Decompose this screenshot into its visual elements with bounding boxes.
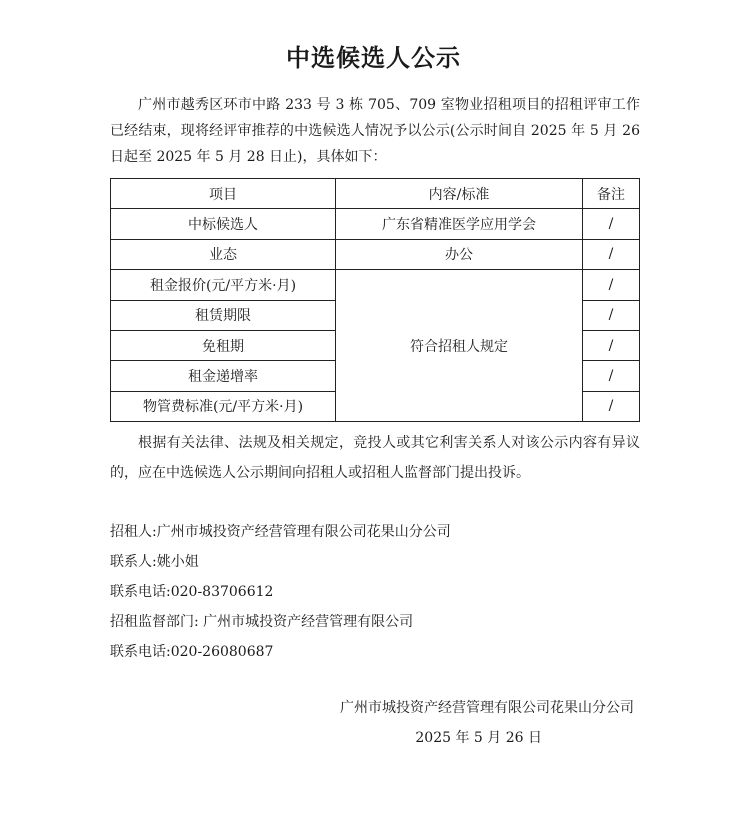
row-item: 租金递增率 xyxy=(111,361,336,391)
complaint-paragraph: 根据有关法律、法规及相关规定，竞投人或其它利害关系人对该公示内容有异议的，应在中选候选人公示期间向招租人或招租人监督部门提出投诉。 xyxy=(110,435,640,481)
page-title: 中选候选人公示 xyxy=(286,44,461,72)
header-note: 备注 xyxy=(583,179,640,209)
row-content: 办公 xyxy=(336,239,583,269)
row-note: / xyxy=(583,270,640,300)
signature: 广州市城投资产经营管理有限公司花果山分公司 xyxy=(340,700,634,716)
table-header-row xyxy=(111,179,640,209)
merged-content-cell: 符合招租人规定 xyxy=(336,270,583,422)
row-item: 免租期 xyxy=(111,330,336,360)
table-row xyxy=(111,239,640,269)
supervisor-phone-line: 联系电话:020-26080687 xyxy=(110,644,274,660)
row-content: 广东省精准医学应用学会 xyxy=(336,209,583,239)
row-note: / xyxy=(583,300,640,330)
row-item: 业态 xyxy=(111,239,336,269)
supervisor-line: 招租监督部门: 广州市城投资产经营管理有限公司 xyxy=(110,614,414,630)
header-item: 项目 xyxy=(111,179,336,209)
contact-person-line: 联系人:姚小姐 xyxy=(110,554,199,570)
table-row xyxy=(111,270,640,300)
header-content: 内容/标准 xyxy=(336,179,583,209)
row-item: 中标候选人 xyxy=(111,209,336,239)
landlord-line: 招租人:广州市城投资产经营管理有限公司花果山分公司 xyxy=(110,524,451,540)
candidate-table xyxy=(110,178,640,422)
row-item: 物管费标准(元/平方米·月) xyxy=(111,391,336,421)
contact-block xyxy=(110,517,650,667)
signature-date: 2025 年 5 月 26 日 xyxy=(415,730,542,746)
row-note: / xyxy=(583,209,640,239)
row-note: / xyxy=(583,330,640,360)
row-item: 租金报价(元/平方米·月) xyxy=(111,270,336,300)
row-note: / xyxy=(583,239,640,269)
row-note: / xyxy=(583,361,640,391)
phone-line: 联系电话:020-83706612 xyxy=(110,584,274,600)
row-item: 租赁期限 xyxy=(111,300,336,330)
intro-paragraph: 广州市越秀区环市中路 233 号 3 栋 705、709 室物业招租项目的招租评审工作已经结束，现将经评审推荐的中选候选人情况予以公示(公示时间自 2025 年 5 月 26 日起至 2025 年 5 月 28 日止)，具体如下： xyxy=(110,97,640,165)
table-row xyxy=(111,209,640,239)
row-note: / xyxy=(583,391,640,421)
